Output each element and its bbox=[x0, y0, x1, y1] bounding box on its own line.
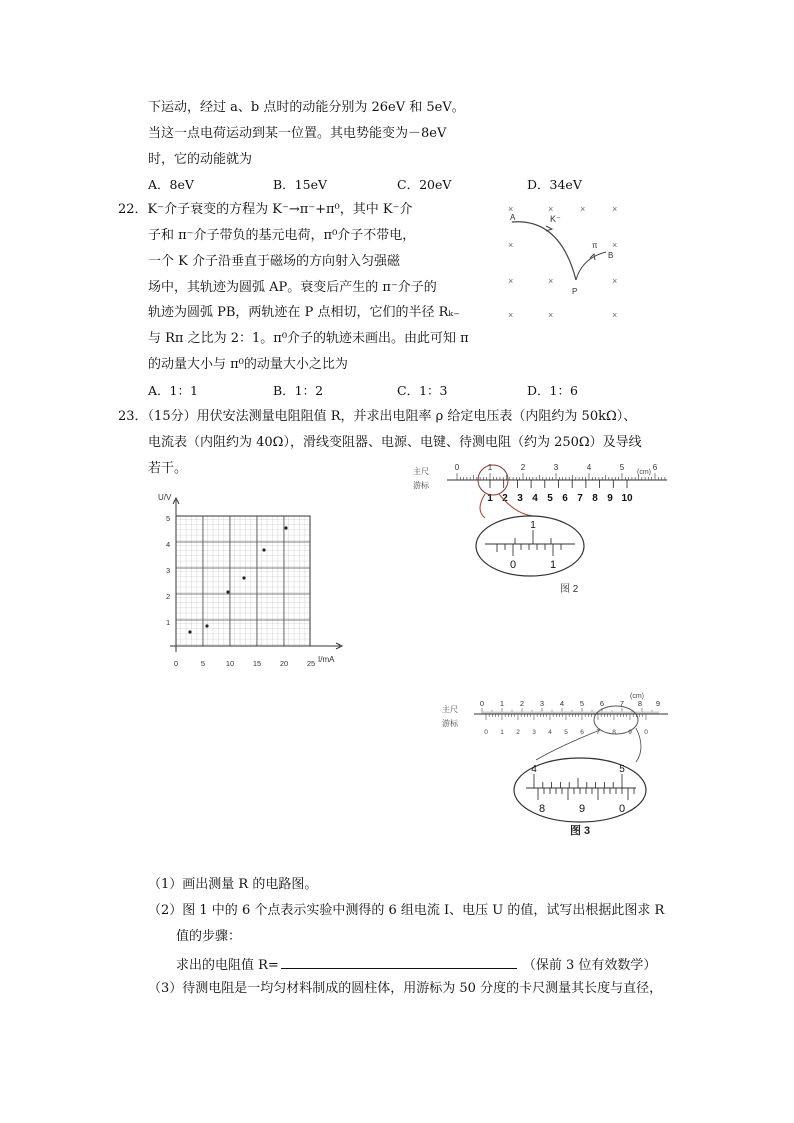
vernier-figure-3 bbox=[440, 688, 670, 840]
tick-label: 6 bbox=[599, 699, 605, 708]
tick-label: 5 bbox=[579, 699, 585, 708]
x-tick: 0 bbox=[173, 659, 179, 668]
tick-label: 1 bbox=[499, 699, 505, 708]
tick-label: 7 bbox=[577, 493, 583, 504]
q22-option-a: A．1：1 bbox=[148, 383, 198, 398]
fig2-vernier-tick-labels bbox=[487, 493, 633, 504]
q22-field-figure bbox=[500, 198, 630, 320]
tick-label: 10 bbox=[621, 493, 633, 504]
y-tick: 1 bbox=[166, 618, 171, 627]
data-point bbox=[262, 548, 265, 551]
cross-mark: × bbox=[548, 204, 554, 214]
y-tick: 5 bbox=[166, 514, 171, 523]
cross-mark: × bbox=[612, 204, 618, 214]
tick-label: 7 bbox=[619, 699, 625, 708]
tick-label: 9 bbox=[607, 493, 613, 504]
tick-label: 2 bbox=[516, 729, 520, 736]
q23-sub2-line-1: （2）图 1 中的 6 个点表示实验中测得的 6 组电流 I、电压 U 的值，试写出根据此图求 R bbox=[148, 903, 665, 918]
fig3-vernier-label: 游标 bbox=[442, 719, 458, 728]
q22-option-d: D．1：6 bbox=[527, 383, 578, 398]
tick-label: 7 bbox=[596, 729, 600, 736]
fig3-zoom-top-label: 4 bbox=[531, 764, 537, 775]
q22-line-7: 的动量大小与 π⁰的动量大小之比为 bbox=[148, 357, 348, 372]
answer-prefix: 求出的电阻值 R= bbox=[176, 958, 279, 973]
tick-label: 0 bbox=[484, 729, 488, 736]
q22-option-c: C．1：3 bbox=[397, 383, 448, 398]
q21-option-a: A．8eV bbox=[148, 177, 194, 192]
q22-option-b: B．1：2 bbox=[273, 383, 324, 398]
tick-label: 1 bbox=[487, 493, 493, 504]
cross-mark: × bbox=[508, 310, 514, 320]
fig3-zoom-top-label: 5 bbox=[619, 764, 625, 775]
cross-mark: × bbox=[508, 240, 514, 250]
x-tick-labels bbox=[174, 659, 315, 668]
q22-line-4: 场中，其轨迹为圆弧 AP。衰变后产生的 π⁻介子的 bbox=[148, 280, 437, 295]
tick-label: 8 bbox=[592, 493, 598, 504]
fig3-main-label: 主尺 bbox=[442, 705, 458, 714]
label-p: P bbox=[572, 287, 578, 296]
label-pi: π bbox=[592, 241, 598, 250]
ui-graph bbox=[148, 488, 348, 670]
tick-label: 2 bbox=[520, 463, 526, 472]
answer-suffix: （保前 3 位有效数学） bbox=[522, 958, 657, 973]
tick-label: 2 bbox=[502, 493, 508, 504]
tick-label: 0 bbox=[644, 729, 648, 736]
label-b: B bbox=[608, 251, 614, 260]
q23-sub3: （3）待测电阻是一均匀材料制成的圆柱体，用游标为 50 分度的卡尺测量其长度与直径， bbox=[148, 981, 663, 996]
q21-line-2: 当这一点电荷运动到某一位置。其电势能变为－8eV bbox=[148, 126, 447, 141]
x-tick: 10 bbox=[225, 659, 235, 668]
fig3-zoom-connector bbox=[536, 730, 600, 760]
q21-option-d: D．34eV bbox=[527, 177, 582, 192]
fig3-zoom-bottom-label: 0 bbox=[618, 803, 626, 815]
y-axis-label: U/V bbox=[158, 493, 172, 502]
q21-option-c: C．20eV bbox=[397, 177, 452, 192]
arc-ap bbox=[512, 222, 576, 280]
q23-sub2-answer-line bbox=[176, 954, 656, 975]
fig2-vernier-label: 游标 bbox=[413, 481, 429, 490]
tick-label: 8 bbox=[637, 699, 643, 708]
cross-mark: × bbox=[508, 276, 514, 286]
tick-label: 1 bbox=[500, 729, 504, 736]
q22-line-6: 与 Rπ 之比为 2：1。π⁰介子的轨迹未画出。由此可知 π bbox=[148, 331, 469, 346]
data-point bbox=[284, 526, 287, 529]
q21-line-1: 下运动，经过 a、b 点时的动能分别为 26eV 和 5eV。 bbox=[148, 100, 465, 115]
tick-label: 6 bbox=[562, 493, 568, 504]
q22-line-3: 一个 K 介子沿垂直于磁场的方向射入匀强磁 bbox=[148, 254, 400, 269]
q22-line-2: 子和 π⁻介子带负的基元电荷，π⁰介子不带电， bbox=[148, 228, 416, 243]
q23-line-2: 电流表（内阻约为 40Ω），滑线变阻器、电源、电键、待测电阻（约为 250Ω）及导线 bbox=[148, 435, 642, 450]
fig2-main-label: 主尺 bbox=[413, 467, 429, 476]
fig3-zoom-circle bbox=[594, 706, 638, 734]
tick-label: 0 bbox=[479, 699, 485, 708]
tick-label: 5 bbox=[564, 729, 568, 736]
arrow-k bbox=[546, 226, 552, 231]
y-tick: 2 bbox=[166, 592, 171, 601]
q23-sub2-line-2: 值的步骤： bbox=[176, 929, 242, 944]
cross-mark: × bbox=[548, 310, 554, 320]
graph-grid bbox=[176, 516, 310, 646]
fig3-vernier-tick-labels bbox=[484, 729, 648, 736]
tick-label: 3 bbox=[553, 463, 559, 472]
tick-label: 5 bbox=[619, 463, 625, 472]
cross-mark: × bbox=[580, 204, 586, 214]
q22-line-5: 轨迹为圆弧 PB，两轨迹在 P 点相切，它们的半径 Rₖ₋ bbox=[148, 305, 460, 320]
arc-pb bbox=[576, 252, 606, 280]
tick-label: 4 bbox=[586, 463, 592, 472]
x-axis-label: I/mA bbox=[318, 655, 335, 664]
tick-label: 4 bbox=[548, 729, 552, 736]
answer-blank[interactable] bbox=[281, 954, 517, 969]
fig3-unit: (cm) bbox=[630, 693, 644, 700]
tick-label: 8 bbox=[612, 729, 616, 736]
fig2-zoom-top-label: 1 bbox=[530, 520, 536, 531]
data-point bbox=[226, 590, 229, 593]
data-point bbox=[242, 576, 245, 579]
fig2-vernier-ticks bbox=[490, 480, 627, 488]
tick-label: 1 bbox=[487, 463, 493, 472]
q23-line-3: 若干。 bbox=[148, 461, 188, 476]
tick-label: 5 bbox=[547, 493, 553, 504]
tick-label: 3 bbox=[539, 699, 545, 708]
fig3-zoom-bottom-label: 8 bbox=[538, 803, 546, 815]
q21-option-b: B．15eV bbox=[273, 177, 328, 192]
fig3-main-ticks bbox=[482, 708, 658, 714]
cross-mark: × bbox=[612, 276, 618, 286]
tick-label: 6 bbox=[652, 463, 658, 472]
fig2-zoom-bottom-label: 0 bbox=[509, 559, 517, 571]
cross-mark: × bbox=[508, 204, 514, 214]
x-tick: 25 bbox=[306, 659, 316, 668]
tick-label: 3 bbox=[517, 493, 523, 504]
cross-mark: × bbox=[612, 310, 618, 320]
fig2-zoom-connector bbox=[480, 494, 485, 518]
label-a: A bbox=[510, 213, 516, 222]
fig2-unit: (cm) bbox=[637, 469, 651, 476]
fig2-zoom-bottom-label: 1 bbox=[549, 559, 557, 571]
fig3-zoom-bottom-label: 9 bbox=[578, 803, 586, 815]
y-tick-labels bbox=[166, 514, 170, 627]
x-tick: 20 bbox=[279, 659, 289, 668]
y-tick: 3 bbox=[166, 566, 171, 575]
tick-label: 4 bbox=[559, 699, 565, 708]
tick-label: 6 bbox=[580, 729, 584, 736]
x-tick: 15 bbox=[252, 659, 262, 668]
q23-sub1: （1）画出测量 R 的电路图。 bbox=[148, 877, 318, 892]
y-tick: 4 bbox=[166, 540, 171, 549]
tick-label: 3 bbox=[532, 729, 536, 736]
tick-label: 9 bbox=[655, 699, 661, 708]
fig3-main-tick-labels bbox=[480, 699, 660, 708]
fig2-caption: 图 2 bbox=[560, 584, 579, 595]
x-tick: 5 bbox=[200, 659, 206, 668]
tick-label: 2 bbox=[519, 699, 525, 708]
fig3-zoom-connector bbox=[636, 728, 641, 762]
tick-label: 4 bbox=[532, 493, 538, 504]
data-point bbox=[188, 630, 191, 633]
q22-line-1: 22．K⁻介子衰变的方程为 K⁻→π⁻+π⁰，其中 K⁻介 bbox=[118, 202, 413, 217]
cross-mark: × bbox=[612, 240, 618, 250]
fig2-main-ticks bbox=[457, 473, 665, 480]
label-k: K⁻ bbox=[550, 214, 561, 224]
fig3-caption: 图 3 bbox=[570, 825, 591, 837]
vernier-figure-2 bbox=[405, 458, 670, 600]
q23-line-1: 23．（15分）用伏安法测量电阻阻值 R，并求出电阻率 ρ 给定电压表（内阻约为 50kΩ）、 bbox=[118, 409, 637, 424]
tick-label: 9 bbox=[628, 729, 632, 736]
fig3-vernier-ticks bbox=[486, 714, 646, 720]
field-cross-marks bbox=[508, 204, 617, 320]
data-point bbox=[205, 624, 208, 627]
tick-label: 0 bbox=[454, 463, 460, 472]
cross-mark: × bbox=[548, 276, 554, 286]
q21-line-3: 时，它的动能就为 bbox=[148, 152, 253, 167]
